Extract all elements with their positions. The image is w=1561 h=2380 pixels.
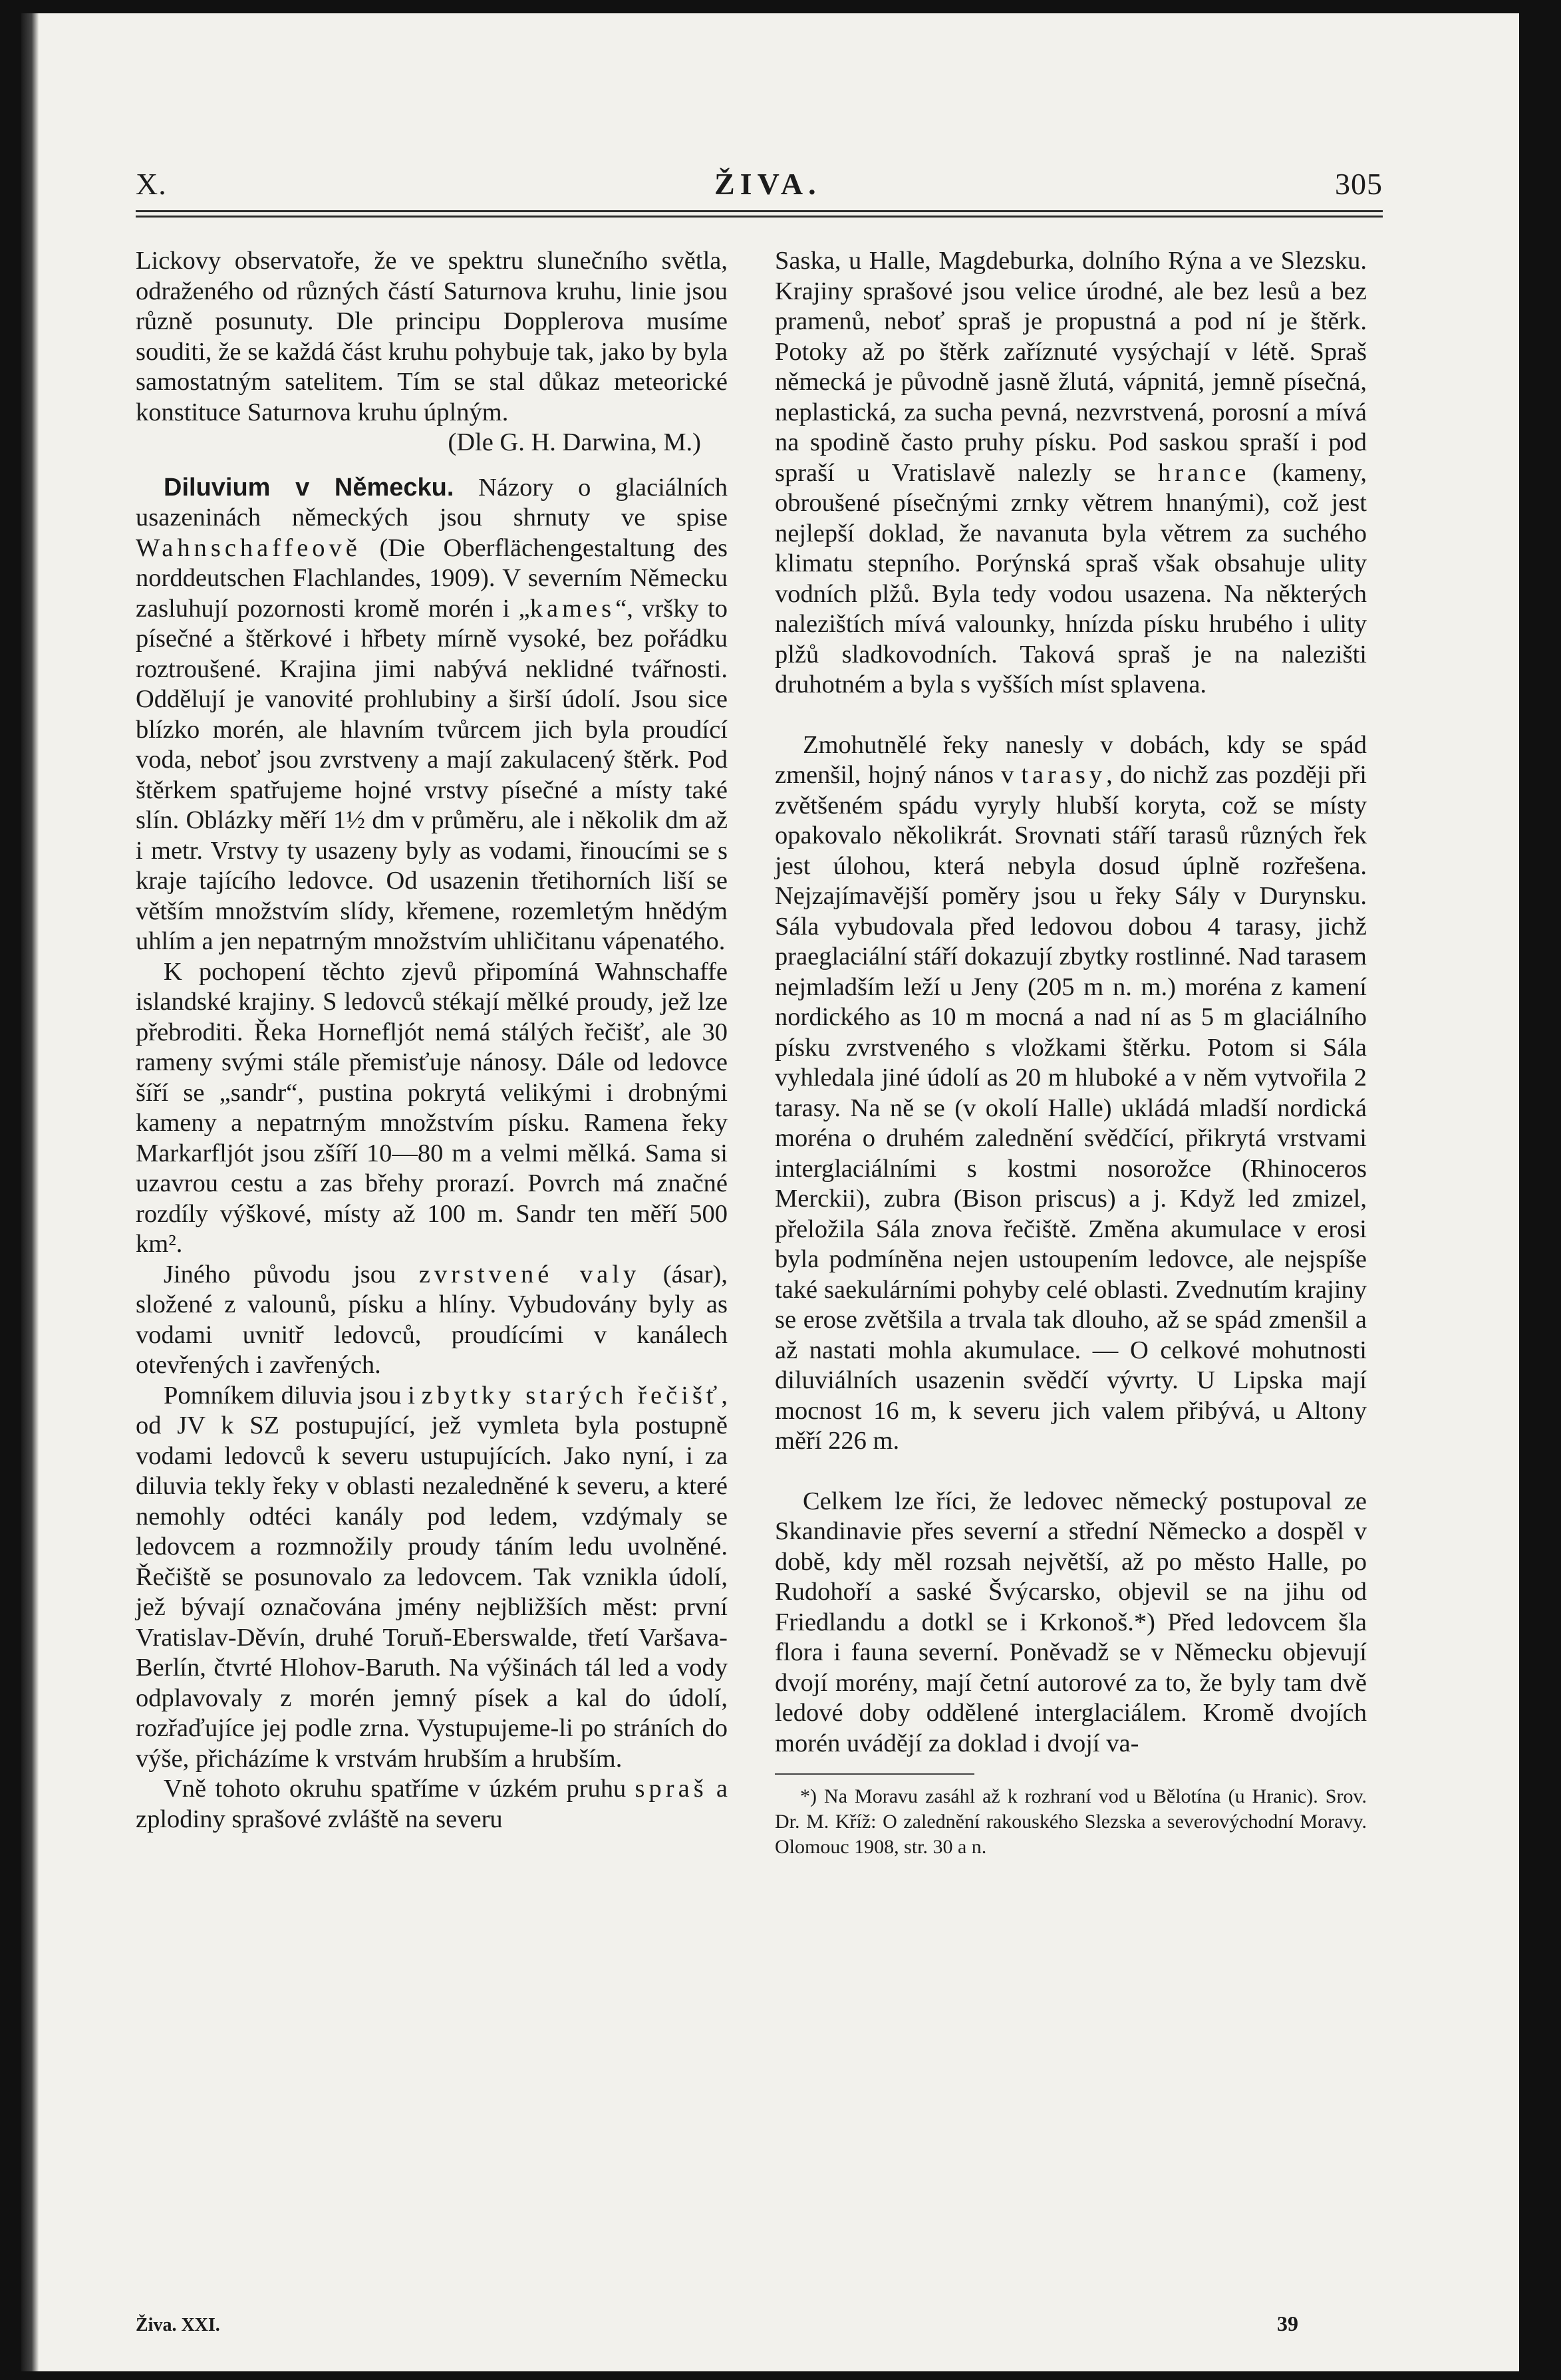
text-run: (Die Oberflächengestaltung des norddeutschen Flachlandes, 1909). V severním Německu zasluhují pozornosti kromě morén i „ — [136, 533, 728, 623]
spaced-term: hrance — [1157, 458, 1250, 487]
footnote-rule — [775, 1773, 974, 1775]
right-column — [775, 246, 1367, 1860]
spaced-term: spraš — [635, 1775, 708, 1803]
header-volume: X. — [136, 167, 167, 201]
section-heading: Diluvium v Německu. — [164, 473, 454, 502]
paragraph-recisti — [136, 1381, 728, 1775]
paragraph-tarasy — [775, 730, 1367, 1457]
spaced-term: kames — [529, 594, 616, 623]
text-run: Saska, u Halle, Magdeburka, dolního Rýna a ve Slezsku. Krajiny sprašové jsou velice úrodné, ale bez lesů a bez pramenů, neboť spraš je propustná a pod ní je štěrk. Potoky až po štěrk zaříznuté vysýchají v létě. Spraš německá je původně jasně žlutá, vápnitá, jemně písečná, neplastická, za sucha pevná, nezvrstvená, porosní a mívá na spodině často pruhy písku. Pod saskou spraší i pod spraší u Vratislavě nalezly se — [775, 247, 1367, 487]
text-run: , do nichž zas později při zvětšeném spádu vyryly hlubší koryta, což se místy opakovalo několikrát. Srovnati stáří tarasů různých řek jest úlohou, která nebyla dosud úplně rozřešena. Nejzajímavější poměry jsou u řeky Sály v Durynsku. Sála vybudovala před ledovou dobou 4 tarasy, jichž praeglaciální stáří dokazují zbytky rostlinné. Nad tarasem nejmladším leží u Jeny (205 m n. m.) moréna z kamení nordického as 10 m mocná a nad ní as 5 m glaciálního písku zvrstveného s vložkami štěrku. Potom si Sála vyhledala jiné údolí as 20 m hluboké a v něm vytvořila 2 tarasy. Na ně se (v okolí Halle) ukládá mladší nordická moréna o druhém zalednění svědčící, přikrytá vrstvami interglaciálními s kostmi nosorožce (Rhinoceros Merckii), zubra (Bison priscus) a j. Když led zmizel, přeložila Sála znova řečiště. Změna akumulace v erosi byla podmíněna nejen ustoupením ledovce, ale nejspíše také saekulárními pohyby celé oblasti. Zvednutím krajiny se erose zvětšila a trvala tak dlouho, až se spád zmenšil a až nastati mohla akumulace. — O celkové mohutnosti diluviálních usazenin svědčí vývrty. U Lipska mají mocnost 16 m, k severu jich valem přibývá, u Altony měří 226 m. — [775, 761, 1367, 1455]
paragraph-spras-intro — [136, 1774, 728, 1835]
paragraph-valy — [136, 1260, 728, 1381]
footnote: *) Na Moravu zasáhl až k rozhraní vod u Bělotína (u Hranic). Srov. Dr. M. Kříž: O zalednění rakouského Slezska a severovýchodní Moravy. Olomouc 1908, str. 30 a n. — [775, 1785, 1367, 1858]
text-run: Vně tohoto okruhu spatříme v úzkém pruhu — [164, 1775, 635, 1803]
footer-signature-mark: Živa. XXI. — [136, 2315, 220, 2335]
text-run: (kameny, obroušené písečnými zrnky větrem hnanými), což jest nejlepší doklad, že navanuta byla větrem za suchého klimatu stepního. Porýnská spraš však obsahuje ulity vodních plžů. Byla tedy vodou usazena. Na některých nalezištích mívá valounky, hnízda písku hrubého i ulity plžů sladkovodních. Taková spraš je na nalezišti druhotném a byla s vyšších míst splavena. — [775, 458, 1367, 698]
header-page-number: 305 — [1335, 167, 1383, 201]
text-run: (ásar), složené z valounů, písku a hlíny. Vybudovány byly as vodami uvnitř ledovců, proudícími v kanálech otevřených i zavřených. — [136, 1260, 728, 1379]
header-journal-title: ŽIVA. — [714, 167, 821, 201]
footer-sheet-number: 39 — [1277, 2311, 1298, 2335]
paragraph-saturn: Lickovy observatoře, že ve spektru slunečního světla, odraženého od různých částí Saturnova kruhu, linie jsou různě posunuty. Dle principu Dopplerova musíme souditi, že se každá část kruhu pohybuje tak, jako by byla samostatným satelitem. Tím se stal důkaz meteorické konstituce Saturnova kruhu úplným. — [136, 247, 728, 426]
paragraph-iceland: K pochopení těchto zjevů připomíná Wahnschaffe islandské krajiny. S ledovců stékají mělké proudy, jež lze přebroditi. Řeka Hornefljót nemá stálých řečišť, ale 30 rameny svými stále přemisťuje nánosy. Dále od ledovce šíří se „sandr“, pustina pokrytá velikými i drobnými kameny a nepatrným množstvím písku. Ramena řeky Markarfljót jsou zšíří 10—80 m a velmi mělká. Sama si uzavrou cestu a zas břehy prorazí. Povrch má značné rozdíly výškové, místy až 100 m. Sandr ten měří 500 km². — [136, 957, 728, 1258]
spaced-term: zvrstvené valy — [418, 1260, 640, 1288]
running-header — [136, 160, 1383, 206]
spaced-name: Wahnschaffeově — [136, 533, 361, 562]
spaced-term: tarasy — [1021, 761, 1107, 789]
text-run: Jiného původu jsou — [164, 1260, 419, 1288]
page — [21, 13, 1519, 2371]
text-run: “, vršky to písečné a štěrkové i hřbety mírně vysoké, bez pořádku roztroušené. Krajina jimi nabývá neklidné tvářnosti. Oddělují je vanovité prohlubiny a širší údolí. Jsou sice blízko morén, ale hlavním tvůrcem jich byla proudící voda, neboť jsou zvrstveny a mají zakulacený štěrk. Pod štěrkem spatřujeme hojné vrstvy písečné a místy také slín. Oblázky měří 1½ dm v průměru, ale i několik dm až i metr. Vrstvy ty usazeny byly as vodami, řinoucími se s kraje tajícího ledovce. Od usazenin třetihorních liší se větším množstvím slídy, křemene, rozemletým hnědým uhlím a jen nepatrným množstvím uhličitanu vápenatého. — [136, 594, 728, 955]
left-column — [136, 246, 728, 1835]
spaced-term: zbytky starých řečišť — [421, 1381, 722, 1410]
text-run: Pomníkem diluvia jsou i — [164, 1381, 422, 1410]
text-run: a zplodiny sprašové zvláště na severu — [136, 1775, 728, 1833]
signature: (Dle G. H. Darwina, M.) — [448, 428, 701, 456]
paragraph-spras — [775, 246, 1367, 700]
paragraph-diluvium-intro — [136, 473, 728, 957]
binding-edge — [21, 13, 39, 2371]
text-run: , od JV k SZ postupující, jež vymleta byla postupně vodami ledovců k severu ustupujících. Jako nyní, i za diluvia tekly řeky v oblasti nezaledněné k severu, a které nemohly odtéci kanály pod ledem, vzdýmaly se ledovcem a rozmnožily proudy táním ledu uvolněné. Řečiště se posunovalo za ledovcem. Tak vznikla údolí, jež bývají označována jmény nejbližších měst: první Vratislav-Děvín, druhé Toruň-Eberswalde, třetí Varšava-Berlín, čtvrté Hlohov-Baruth. Na výšinách tál led a vody odplavovaly z morén jemný písek a kal do údolí, rozřaďujíce jej podle zrna. Vystupujeme-li po stráních do výše, přicházíme k vrstvám hrubším a hrubším. — [136, 1381, 728, 1773]
header-rule-bottom — [136, 216, 1383, 218]
header-rule-top — [136, 210, 1383, 212]
text-run: Zmohutnělé řeky nanesly v dobách, kdy se spád zmenšil, hojný nános v — [775, 730, 1367, 789]
text-run: Názory o glaciálních usazeninách německých jsou shrnuty ve spise — [136, 473, 728, 531]
paragraph-ledovec: Celkem lze říci, že ledovec německý postupoval ze Skandinavie přes severní a střední Německo a dospěl v době, kdy měl rozsah největší, až po město Halle, po Rudohoří a saské Švýcarsko, objevil se na jihu od Friedlandu a dotkl se i Krkonoš.*) Před ledovcem šla flora i fauna severní. Poněvadž se v Německu objevují dvojí morény, mají četní autorové za to, že byly tam dvě ledové doby oddělené interglaciálem. Kromě dvojích morén uvádějí za doklad i dvojí va- — [775, 1487, 1367, 1757]
